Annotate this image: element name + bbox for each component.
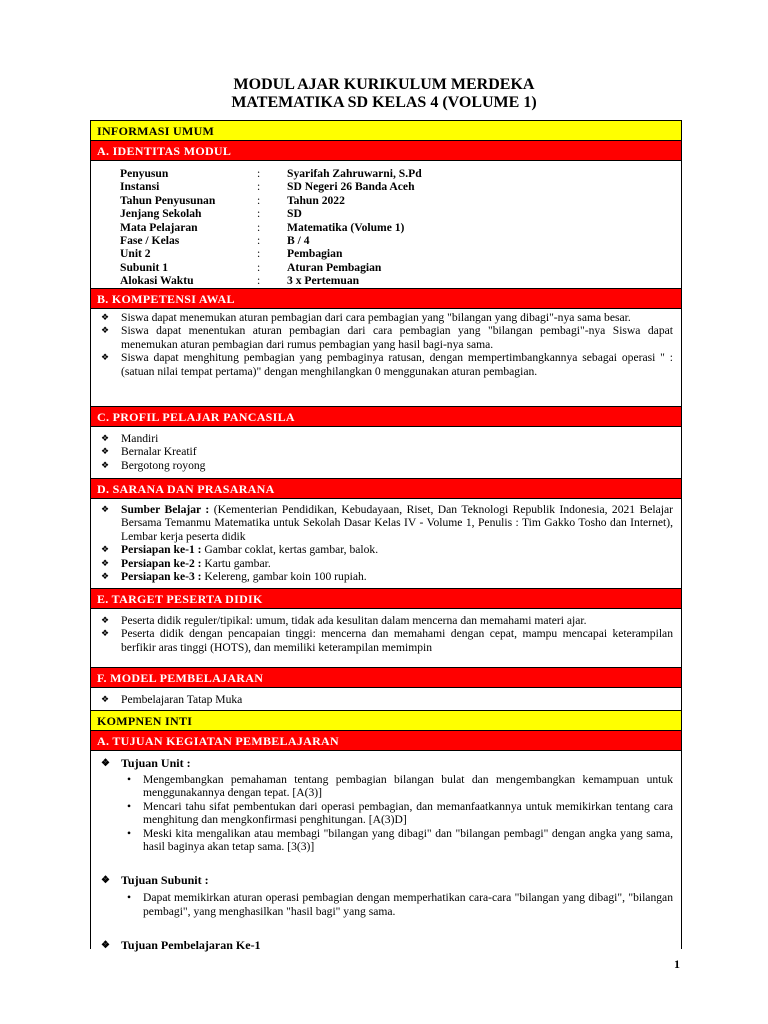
list-item: ❖ Peserta didik dengan pencapaian tinggi: mencerna dan memahami dengan cepat, mampu mencapai keterampilan berfikir aras tinggi (HOTS), dan memiliki keterampilan memimpin [91, 627, 681, 654]
list-item: ❖ Persiapan ke-3 : Kelereng, gambar koin 100 rupiah. [91, 570, 681, 583]
tujuan-unit-heading: ❖ Tujuan Unit : [91, 756, 681, 771]
list-item: • Dapat memikirkan aturan operasi pembagian dengan memperhatikan cara-cara "bilangan yang dibagi", "bilangan pembagi", yang menghasilkan "hasil bagi" yang sama. [91, 891, 681, 918]
section-informasi-umum: INFORMASI UMUM [91, 121, 681, 141]
list-item: ❖ Siswa dapat menghitung pembagian yang pembaginya ratusan, dengan mempertimbangkannya sebagai operasi " : (satuan nilai tempat pertama)" dengan menghilangkan 0 menggunakan aturan pembagian. [91, 351, 681, 378]
section-tujuan-pembelajaran: A. TUJUAN KEGIATAN PEMBELAJARAN [91, 731, 681, 751]
module-table [90, 120, 682, 953]
identitas-row: Unit 2 : Pembagian [120, 247, 343, 261]
section-model-pembelajaran: F. MODEL PEMBELAJARAN [91, 668, 681, 688]
page-number: 1 [674, 957, 680, 971]
identitas-block [91, 161, 681, 289]
section-komponen-inti: KOMPNEN INTI [91, 711, 681, 731]
kompetensi-block [91, 309, 681, 407]
tujuan-block [91, 751, 681, 953]
identitas-row: Subunit 1 : Aturan Pembagian [120, 260, 382, 274]
list-item: • Mencari tahu sifat pembentukan dari operasi pembagian, dan memanfaatkannya untuk memikirkan tentang cara menghitung dan mengkonfirmasi penghitungan. [A(3)D] [91, 800, 681, 827]
tujuan-ke1-heading: ❖ Tujuan Pembelajaran Ke-1 [91, 938, 681, 953]
list-item: ❖ Pembelajaran Tatap Muka [91, 693, 681, 706]
section-sarana-prasarana: D. SARANA DAN PRASARANA [91, 479, 681, 499]
identitas-row: Tahun Penyusunan : Tahun 2022 [120, 193, 345, 207]
list-item: • Meski kita mengalikan atau membagi "bilangan yang dibagi" dan "bilangan pembagi" dengan angka yang sama, hasil baginya akan tetap sama. [3(3)] [91, 827, 681, 854]
list-item: ❖ Bergotong royong [91, 459, 681, 472]
list-item: ❖ Peserta didik reguler/tipikal: umum, tidak ada kesulitan dalam mencerna dan memahami materi ajar. [91, 614, 681, 627]
list-item: ❖ Sumber Belajar : (Kementerian Pendidikan, Kebudayaan, Riset, Dan Teknologi Republik Indonesia, 2021 Belajar Bersama Temanmu Matematika untuk Sekolah Dasar Kelas IV - Volume 1, Penulis : Tim Gakko Tosho dan Internet), Lembar kerja peserta didik [91, 503, 681, 543]
document-title-line-1: MODUL AJAR KURIKULUM MERDEKA [233, 76, 535, 93]
identitas-row: Mata Pelajaran : Matematika (Volume 1) [120, 220, 405, 234]
model-block [91, 688, 681, 711]
sarana-block [91, 499, 681, 589]
list-item: ❖ Persiapan ke-1 : Gambar coklat, kertas gambar, balok. [91, 543, 681, 556]
list-item: ❖ Siswa dapat menentukan aturan pembagian dari cara pembagian yang "bilangan pembagi"-nya Siswa dapat menemukan aturan pembagian dari rumus pembagian yang hasil bagi-nya sama. [91, 324, 681, 351]
identitas-row: Alokasi Waktu : 3 x Pertemuan [120, 274, 360, 288]
tujuan-subunit-heading: ❖ Tujuan Subunit : [91, 873, 681, 888]
profil-block [91, 427, 681, 479]
target-block [91, 609, 681, 668]
identitas-row: Fase / Kelas : B / 4 [120, 233, 310, 247]
list-item: ❖ Persiapan ke-2 : Kartu gambar. [91, 557, 681, 570]
list-item: ❖ Siswa dapat menemukan aturan pembagian dari cara pembagian yang "bilangan yang dibagi"-nya sama besar. [91, 311, 681, 324]
list-item: ❖ Bernalar Kreatif [91, 445, 681, 458]
section-target-peserta-didik: E. TARGET PESERTA DIDIK [91, 589, 681, 609]
section-profil-pelajar: C. PROFIL PELAJAR PANCASILA [91, 407, 681, 427]
identitas-row: Jenjang Sekolah : SD [120, 207, 302, 221]
section-kompetensi-awal: B. KOMPETENSI AWAL [91, 289, 681, 309]
identitas-row: Penyusun : Syarifah Zahruwarni, S.Pd [120, 167, 422, 180]
list-item: • Mengembangkan pemahaman tentang pembagian bilangan bulat dan mengembangkan kemampuan untuk menggunakannya dengan tepat. [A(3)] [91, 773, 681, 800]
document-title-line-2: MATEMATIKA SD KELAS 4 (VOLUME 1) [231, 94, 537, 111]
section-identitas-modul: A. IDENTITAS MODUL [91, 141, 681, 161]
identitas-row: Instansi : SD Negeri 26 Banda Aceh [120, 180, 415, 194]
list-item: ❖ Mandiri [91, 432, 681, 445]
